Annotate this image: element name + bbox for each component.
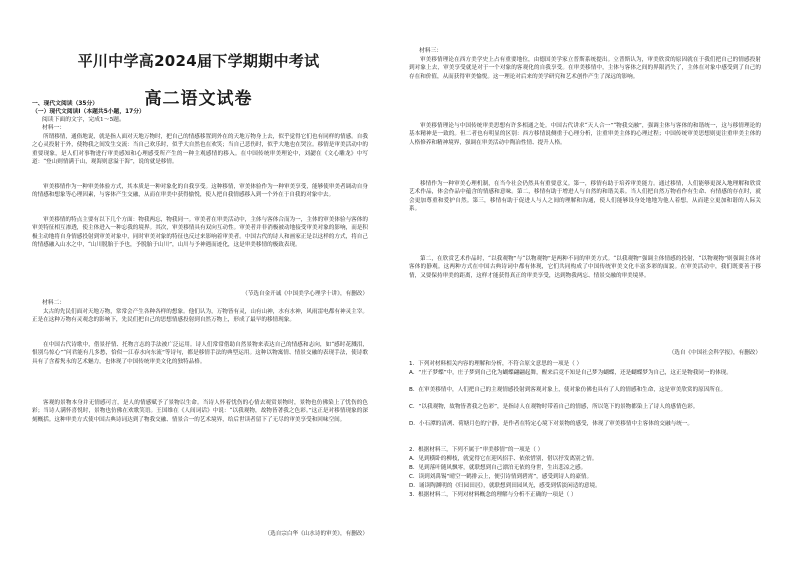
material3-label: 材料三：: [419, 48, 443, 54]
sub-heading: （一）现代文阅读Ⅰ（本题共5小题，17分）: [32, 109, 145, 115]
question-1-option[interactable]: A．“庄子梦蝶”中，庄子梦到自己化为蝴蝶翩翩起舞，醒来后竟不知是自己梦为蝴蝶，还是蝴蝶梦为自己，这正是物我同一的体现。: [409, 370, 732, 376]
right-column: [397, 0, 794, 562]
section-heading: 一、现代文阅读（35分）: [32, 101, 99, 107]
material3-paragraph: 审美移情理论在西方美学史上占有重要地位，由德国美学家立普斯系统提出。立普斯认为，审美欣赏的原因就在于我们把自己的情感投射到对象上去，审美享受就是对于一个对象的客观化的自我享受。在审美移情中，主体与客体之间的界限消失了，主体在对象中感受到了自己的存在和价值，从而获得审美愉悦。这一理论对后来的美学研究和艺术创作产生了深远的影响。: [409, 57, 761, 80]
material1-label: 材料一：: [42, 125, 66, 131]
material2-paragraph: 太古的先民们面对天地万物，常常会产生各种各样的想象。他们认为，万物皆有灵，山有山神，水有水神，风雨雷电都有神灵主宰。正是在这种万物有灵观念的影响下，先民们把自己的思想情感投射到自然万物上，形成了最早的移情现象。: [32, 309, 368, 324]
material3-source: （选自《中国社会科学报》，有删改）: [668, 350, 761, 356]
question-2-option[interactable]: A．见到横卧的柳枝，就觉得它在迎风招手、依依惜别，借以抒发离别之情。: [409, 456, 598, 462]
question-1-option[interactable]: D．小石潭的清冽、荷塘月色的宁静，是作者在特定心境下对景物的感受，体现了审美移情中主客体的交融与统一。: [409, 421, 693, 427]
question-2-stem: 2．根据材料三，下列不属于“审美移情”的一项是（ ）: [409, 447, 544, 453]
question-2-option[interactable]: C．读到刘禹锡“晴空一鹤排云上，便引诗情到碧霄”，感受到诗人的豪情。: [409, 474, 593, 480]
material3-paragraph: 审美移情理论与中国传统审美思想有许多相通之处。中国古代讲求“天人合一”“物我交融”，强调主体与客体的和谐统一，这与移情理论的基本精神是一致的。但二者也有明显的区别：西方移情说侧重于心理分析，注重审美主体的心理过程；中国传统审美思想则更注重审美主体的人格修养和精神境界，强调在审美活动中陶冶性情、提升人格。: [409, 123, 761, 146]
question-1-stem: 1．下列对材料相关内容的理解和分析，不符合原文意思的一项是（ ）: [409, 361, 583, 367]
question-2-option[interactable]: B．见到落叶随风飘零，就联想到自己漂泊无依的身世，生出悲凉之感。: [409, 465, 587, 471]
exam-subtitle: 高二语文试卷: [144, 89, 253, 109]
instruction-text: 阅读下面的文字，完成1～5题。: [42, 117, 125, 123]
material2-paragraph: 在中国古代诗歌中，借景抒情、托物言志的手法被广泛运用。诗人们常常借助自然景物来表达自己的情感和志向，如“感时花溅泪，恨别鸟惊心”“问君能有几多愁，恰似一江春水向东流”等诗句，都是移情手法的典型运用。这种以物寓情、情景交融的表现手法，使诗歌具有了含蓄隽永的艺术魅力，也体现了中国传统审美文化的独特品格。: [32, 342, 368, 365]
material2-paragraph: 客观的景物本身并无情感可言，是人的情感赋予了景物以生命。当诗人怀着忧伤的心情去观赏景物时，景物也仿佛染上了忧伤的色彩；当诗人满怀喜悦时，景物也仿佛在欢歌笑语。王国维在《人间词话》中说：“以我观物，故物皆著我之色彩。”这正是对移情现象的深刻概括。这种审美方式使中国古典诗词达到了物我交融、情景合一的艺术境界，给后世读者留下了无尽的审美享受和回味空间。: [32, 400, 368, 423]
question-3-stem: 3．根据材料二，下列对材料概念的理解与分析不正确的一项是（ ）: [409, 492, 577, 498]
material2-label: 材料二：: [42, 300, 66, 306]
material1-paragraph: 审美移情的特点主要有以下几个方面：物我两忘，物我同一。审美者在审美活动中，主体与客体合而为一，主体的审美体验与客体的审美特征相互渗透，使主体进入一种忘我的境界。其次，审美移情具有双向互动性。审美者并非消极被动地接受审美对象的影响，而是积极主动地将自身情感投射到审美对象中，同时审美对象的特征也反过来影响着审美者。中国古代的诗人和画家正是以这样的方式，将自己的情感融入山水之中，“山川脱胎于予也，予脱胎于山川”，山川与予神遇而迹化，这是审美移情的极致表现。: [32, 217, 368, 248]
question-1-option[interactable]: C．“以我观物，故物皆著我之色彩”，是指诗人在观物时带着自己的情感，所以笔下的景物都染上了诗人的感情色彩。: [409, 404, 699, 410]
exam-title: 平川中学高2024届下学期期中考试: [77, 52, 320, 70]
material2-source: （选自宗白华《山水诗的审美》，有删改）: [264, 531, 368, 537]
material3-paragraph: 第二，在欣赏艺术作品时，“以我观物”与“以物观物”是两种不同的审美方式。“以我观物”强调主体情感的投射，“以物观物”则强调主体对客体的静观。这两种方式在中国古典诗词中都有体现，它们共同构成了中国传统审美文化丰富多彩的面貌。在审美活动中，我们既要善于移情，又要保持审美的距离，这样才能获得真正的审美享受，达到物我两忘、情景交融的审美境界。: [409, 256, 761, 279]
material3-paragraph: 移情作为一种审美心理机制，在当今社会仍然具有重要意义。第一，移情有助于培养审美能力。通过移情，人们能够更深入地理解和欣赏艺术作品，体会作品中蕴含的情感和意味。第二，移情有助于增进人与自然的和谐关系。当人们把自然万物看作有生命、有情感的存在时，就会更加尊重和爱护自然。第三，移情有助于促进人与人之间的理解和沟通，使人们能够设身处地地为他人着想，从而建立更加和谐的人际关系。: [409, 181, 761, 212]
question-2-option[interactable]: D．诵读陶渊明的《归园田居》，就联想到田园风光，感受到恬淡闲适的意境。: [409, 483, 601, 489]
material1-paragraph: 所谓移情，通俗地说，就是指人面对天地万物时，把自己的情感移置到外在的天地万物身上去，似乎觉得它们也有同样的情感。自我之心灵投射于外，使物我之间发生交流：当自己欢乐时，似乎大自然也在欢笑；当自己悲伤时，似乎大地也在哭泣。移情是审美活动中的重要现象，是人们对事物进行审美感知和心理感受所产生的一种主观感情的移入。在中国传统审美理论中，刘勰在《文心雕龙》中写道：“登山则情满于山，观海则意溢于海”，说的就是移情。: [32, 134, 368, 165]
material1-paragraph: 审美移情作为一种审美体验方式，其本质是一种对象化的自我享受。这种移情，审美体验作为一种审美享受，能够使审美者调动自身的情感和想象等心理因素，与客体产生交融，从而在审美中获得愉悦，使人把自我情感移入到一个外在于自我的对象中去。: [32, 184, 368, 199]
question-1-option[interactable]: B．在审美移情中，人们把自己的主观情感投射到客观对象上，使对象仿佛也具有了人的情感和生命，这是审美欣赏的原因所在。: [409, 387, 727, 393]
material1-source: （节选自金开诚《中国美学心理学十讲》，有删改）: [242, 291, 368, 297]
